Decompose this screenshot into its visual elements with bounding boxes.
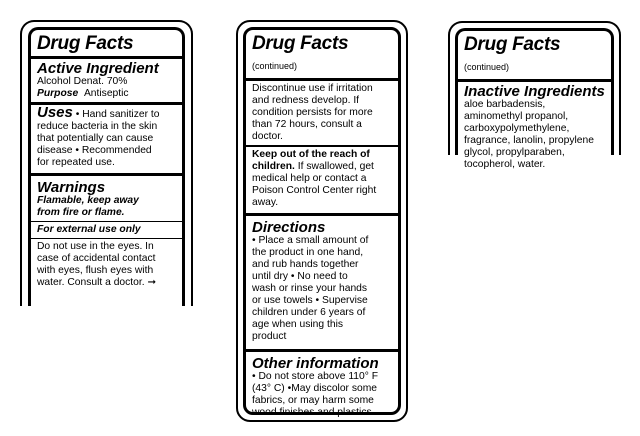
uses-heading: Uses	[37, 104, 73, 121]
keep-out-children: children.	[252, 161, 295, 172]
directions-line-6: or use towels • Supervise	[252, 295, 368, 306]
eyes-line-4-row	[37, 277, 176, 289]
eyes-line-4: water. Consult a doctor.	[37, 277, 145, 288]
drug-facts-panel-3	[448, 21, 621, 170]
directions-line-1: • Place a small amount of	[252, 235, 369, 246]
keep-out-line-5: away.	[252, 197, 279, 208]
other-info-line-1: • Do not store above 110° F	[252, 371, 379, 382]
panel-3-continued: (continued)	[464, 62, 510, 72]
panel-2-title-row	[252, 34, 392, 76]
directions-line-5: wash or rinse your hands	[252, 283, 368, 294]
external-use-only: For external use only	[37, 224, 141, 235]
eyes-line-3: with eyes, flush eyes with	[37, 265, 154, 276]
keep-out-swallowed: If swallowed, get	[294, 161, 374, 172]
eyes-line-1: Do not use in the eyes. In	[37, 241, 154, 252]
panel-3-inner-border	[455, 28, 614, 170]
directions-line-9: product	[252, 331, 287, 342]
flammable-line-2: from fire or flame.	[37, 207, 125, 218]
drug-facts-panel-2	[236, 20, 408, 422]
keep-out-line-1: Keep out of the reach of	[252, 149, 370, 160]
directions-heading: Directions	[252, 219, 326, 236]
panel-1-title: Drug Facts	[37, 33, 134, 54]
drug-facts-panel-1	[20, 20, 193, 306]
purpose-text: Antiseptic	[83, 88, 129, 99]
inactive-line-1: aloe barbadensis,	[464, 99, 546, 110]
directions-line-3: and rub hands together	[252, 259, 359, 270]
panel-2-inner-border	[243, 27, 401, 418]
active-ingredient-text: Alcohol Denat. 70%	[37, 76, 128, 87]
uses-line-2: reduce bacteria in the skin	[37, 121, 158, 132]
uses-line-1: • Hand sanitizer to	[75, 109, 160, 120]
flammable-line-1: Flamable, keep away	[37, 195, 139, 206]
purpose-line	[37, 88, 176, 100]
panel-3-title: Drug Facts	[464, 34, 561, 55]
inactive-line-2: aminomethyl propanol,	[464, 111, 569, 122]
keep-out-line-4: Poison Control Center right	[252, 185, 377, 196]
uses-line-4: disease • Recommended	[37, 145, 152, 156]
continue-arrow-icon: ➞	[147, 277, 157, 288]
inactive-line-4: fragrance, lanolin, propylene	[464, 135, 594, 146]
active-ingredient-heading: Active Ingredient	[37, 60, 159, 77]
discontinue-line-1: Discontinue use if irritation	[252, 83, 373, 94]
directions-line-4: until dry • No need to	[252, 271, 348, 282]
panel-3-title-row	[464, 35, 605, 77]
directions-line-7: children under 6 years of	[252, 307, 366, 318]
keep-out-line-3: medical help or contact a	[252, 173, 367, 184]
uses-section	[37, 104, 176, 169]
other-info-line-3: fabrics, or may harm some	[252, 395, 374, 406]
warnings-heading: Warnings	[37, 179, 106, 196]
inactive-line-5: glycol, propylparaben,	[464, 147, 565, 158]
discontinue-line-4: than 72 hours, consult a	[252, 119, 362, 130]
discontinue-line-5: doctor.	[252, 131, 283, 142]
panel-2-title: Drug Facts	[252, 33, 349, 54]
panel-1-inner-border	[28, 27, 185, 306]
eyes-line-2: case of accidental contact	[37, 253, 156, 264]
directions-line-2: the product in one hand,	[252, 247, 364, 258]
other-info-line-4: wood finishes and plastics.	[252, 407, 375, 418]
keep-out-line-2-row	[252, 161, 392, 173]
inactive-line-3: carboxypolymethylene,	[464, 123, 570, 134]
discontinue-line-2: and redness develop. If	[252, 95, 360, 106]
other-info-line-2: (43° C) •May discolor some	[252, 383, 378, 394]
directions-line-8: age when using this	[252, 319, 344, 330]
purpose-label: Purpose	[37, 88, 79, 99]
uses-line-5: for repeated use.	[37, 157, 115, 168]
panel-2-continued: (continued)	[252, 61, 298, 71]
discontinue-line-3: condition persists for more	[252, 107, 373, 118]
inactive-ingredients-heading: Inactive Ingredients	[464, 83, 605, 100]
uses-line-3: that potentially can cause	[37, 133, 154, 144]
inactive-line-6: tocopherol, water.	[464, 159, 546, 170]
other-information-heading: Other information	[252, 355, 379, 372]
